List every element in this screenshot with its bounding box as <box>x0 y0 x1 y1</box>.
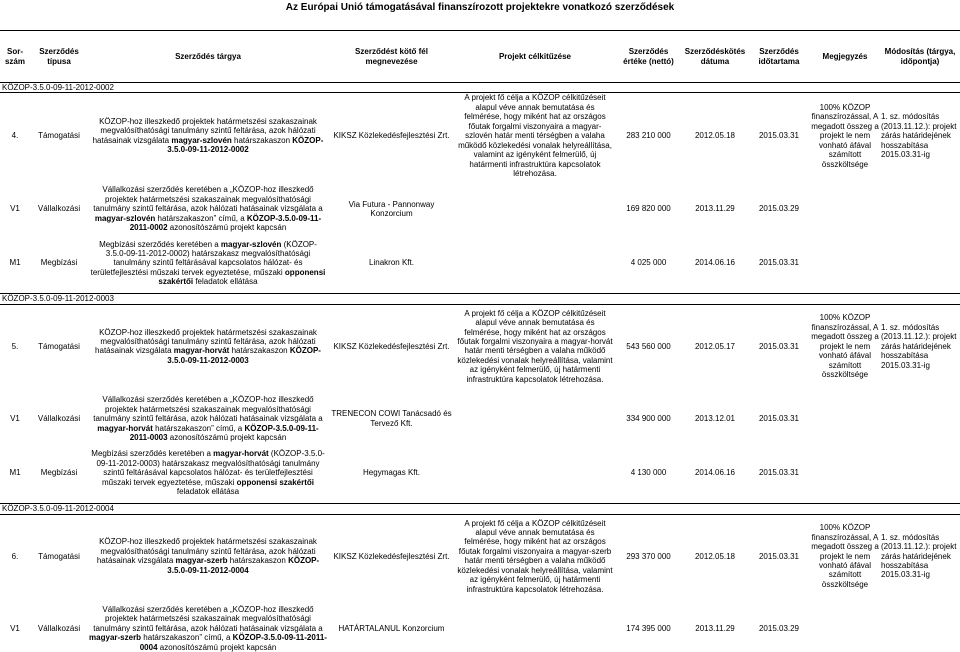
cell-megjegyzes <box>810 185 880 232</box>
targy-part: Megbízási szerződés keretében a <box>99 240 221 249</box>
cell-ertek: 4 130 000 <box>615 449 682 496</box>
cell-targy <box>88 514 328 598</box>
targy-part: KÖZOP-3.5.0-09-11-2012-0002 <box>167 136 323 154</box>
cell-datum: 2013.12.01 <box>682 395 748 442</box>
header-ertek: Szerződés értéke (nettó) <box>615 31 682 83</box>
cell-tipus: Megbízási <box>30 240 88 287</box>
cell-idotartam: 2015.03.31 <box>748 449 810 496</box>
cell-megjegyzes <box>810 395 880 442</box>
header-row <box>0 31 960 83</box>
group-row <box>0 504 960 514</box>
spacer-row <box>0 287 960 294</box>
targy-part: opponensi szakértői <box>237 478 314 487</box>
cell-datum: 2013.11.29 <box>682 605 748 652</box>
cell-datum: 2012.05.18 <box>682 93 748 178</box>
targy-part: határszakaszon <box>228 556 288 565</box>
targy-part: KÖZOP-3.5.0-09-11-2012-0003 <box>167 346 321 364</box>
targy-part: határszakaszon <box>232 136 292 145</box>
cell-targy <box>88 304 328 388</box>
cell-targy <box>88 185 328 232</box>
cell-fel: KIKSZ Közlekedésfejlesztési Zrt. <box>328 514 455 598</box>
cell-fel: Via Futura - Pannonway Konzorcium <box>328 185 455 232</box>
cell-idotartam: 2015.03.29 <box>748 185 810 232</box>
cell-datum: 2012.05.18 <box>682 514 748 598</box>
cell-modositas <box>880 240 960 287</box>
cell-cel <box>455 185 615 232</box>
cell-modositas <box>880 449 960 496</box>
cell-ertek: 293 370 000 <box>615 514 682 598</box>
header-cel: Projekt célkitűzése <box>455 31 615 83</box>
table-row <box>0 93 960 178</box>
cell-modositas <box>880 395 960 442</box>
cell-ertek: 169 820 000 <box>615 185 682 232</box>
cell-tipus: Vállalkozási <box>30 605 88 652</box>
cell-idotartam: 2015.03.31 <box>748 304 810 388</box>
cell-megjegyzes: 100% KÖZOP finanszírozással, A megadott összeg a projekt le nem vonható áfával számított összköltsége <box>810 304 880 388</box>
group-row <box>0 83 960 93</box>
cell-modositas: 1. sz. módosítás (2013.11.12.): projekt zárás határidejének hosszabítása 2015.03.31-ig <box>880 514 960 598</box>
cell-cel <box>455 449 615 496</box>
table-row <box>0 605 960 652</box>
targy-part: határszakaszon” című, a <box>153 424 245 433</box>
targy-part: magyar-szlovén <box>95 214 155 223</box>
cell-targy <box>88 240 328 287</box>
spacer-row <box>0 233 960 240</box>
targy-part: KÖZOP-3.5.0-09-11-2012-0004 <box>167 556 319 574</box>
targy-part: magyar-horvát <box>174 346 230 355</box>
cell-modositas: 1. sz. módosítás (2013.11.12.): projekt zárás határidejének hosszabítása 2015.03.31-ig <box>880 304 960 388</box>
targy-part: KÖZOP-3.5.0-09-11-2011-0003 <box>130 424 319 442</box>
cell-sorszam: V1 <box>0 185 30 232</box>
spacer-row <box>0 388 960 395</box>
cell-megjegyzes <box>810 240 880 287</box>
cell-ertek: 283 210 000 <box>615 93 682 178</box>
header-fel: Szerződést kötő fél megnevezése <box>328 31 455 83</box>
cell-ertek: 334 900 000 <box>615 395 682 442</box>
cell-datum: 2013.11.29 <box>682 185 748 232</box>
targy-part: Vállalkozási szerződés keretében a „KÖZOP-hoz illeszkedő projektek határmetszési szakaszainak megvalósíthatósági tanulmány szintű feltárása, azok hálózati hatásainak vizsgálata a <box>93 395 322 423</box>
targy-part: magyar-szerb <box>176 556 228 565</box>
targy-part: KÖZOP-3.5.0-09-11-2011-0002 <box>130 214 321 232</box>
table-row <box>0 449 960 496</box>
targy-part: azonosítószámú projekt kapcsán <box>158 643 277 652</box>
table-row <box>0 304 960 388</box>
header-sorszam: Sor-szám <box>0 31 30 83</box>
cell-tipus: Megbízási <box>30 449 88 496</box>
cell-fel: Linakron Kft. <box>328 240 455 287</box>
group-row <box>0 294 960 304</box>
targy-part: KÖZOP-hoz illeszkedő projektek határmetszési szakaszainak megvalósíthatósági tanulmány szintű feltárása, azok hálózati hatásainak vizsgálata <box>95 328 317 356</box>
targy-part: feladatok ellátása <box>193 277 258 286</box>
cell-cel: A projekt fő célja a KÖZOP célkitűzéseit alapul véve annak bemutatása és felmérése, hogy miként hat az országos főutak forgalmi viszonyaira a magyar-horvát határ menti térségben a valaha működő közlekedési vonalak helyreállítása, valamint az igényként felmerülő, új határmenti infrastruktúra kapcsolatok létrehozása. <box>455 304 615 388</box>
targy-part: (KÖZOP-3.5.0-09-11-2012-0002) határszakasz megvalósíthatósági tanulmány szintű feltárásával kapcsolatos hálózat- és területfejlesztési műszaki tervek egyeztetése, műszaki <box>91 240 317 277</box>
cell-idotartam: 2015.03.31 <box>748 395 810 442</box>
cell-cel <box>455 240 615 287</box>
header-datum: Szerződéskötés dátuma <box>682 31 748 83</box>
cell-modositas <box>880 605 960 652</box>
spacer-row <box>0 598 960 605</box>
header-tipus: Szerződés típusa <box>30 31 88 83</box>
spacer-row <box>0 442 960 449</box>
cell-fel: KIKSZ Közlekedésfejlesztési Zrt. <box>328 93 455 178</box>
targy-part: magyar-szlovén <box>221 240 281 249</box>
page-title: Az Európai Unió támogatásával finanszírozott projektekre vonatkozó szerződések <box>0 2 960 14</box>
cell-ertek: 174 395 000 <box>615 605 682 652</box>
spacer-row <box>0 497 960 504</box>
cell-fel: Hegymagas Kft. <box>328 449 455 496</box>
cell-megjegyzes: 100% KÖZOP finanszírozással, A megadott összeg a projekt le nem vonható áfával számított összköltsége <box>810 93 880 178</box>
header-idotartam: Szerződés időtartama <box>748 31 810 83</box>
cell-idotartam: 2015.03.29 <box>748 605 810 652</box>
header-megjegyzes: Megjegyzés <box>810 31 880 83</box>
cell-sorszam: M1 <box>0 449 30 496</box>
cell-fel: KIKSZ Közlekedésfejlesztési Zrt. <box>328 304 455 388</box>
targy-part: Megbízási szerződés keretében a <box>91 449 213 458</box>
targy-part: KÖZOP-3.5.0-09-11-2011-0004 <box>140 633 327 651</box>
cell-megjegyzes <box>810 449 880 496</box>
table-row <box>0 240 960 287</box>
cell-tipus: Vállalkozási <box>30 395 88 442</box>
cell-idotartam: 2015.03.31 <box>748 514 810 598</box>
targy-part: opponensi szakértői <box>158 268 325 286</box>
table-body <box>0 83 960 652</box>
targy-part: Vállalkozási szerződés keretében a „KÖZOP-hoz illeszkedő projektek határmetszési szakaszainak megvalósíthatósági tanulmány szintű feltárása, azok hálózati hatásainak vizsgálata a <box>93 605 322 633</box>
targy-part: Vállalkozási szerződés keretében a „KÖZOP-hoz illeszkedő projektek határmetszési szakaszainak megvalósíthatósági tanulmány szintű feltárása, azok hálózati hatásainak vizsgálata a <box>93 185 322 213</box>
cell-sorszam: V1 <box>0 605 30 652</box>
table-row <box>0 185 960 232</box>
targy-part: KÖZOP-hoz illeszkedő projektek határmetszési szakaszainak megvalósíthatósági tanulmány szintű feltárása, azok hálózati hatásainak vizsgálata <box>93 117 317 145</box>
cell-megjegyzes: 100% KÖZOP finanszírozással, A megadott összeg a projekt le nem vonható áfával számított összköltsége <box>810 514 880 598</box>
cell-targy <box>88 93 328 178</box>
cell-megjegyzes <box>810 605 880 652</box>
targy-part: KÖZOP-hoz illeszkedő projektek határmetszési szakaszainak megvalósíthatósági tanulmány szintű feltárása, azok hálózati hatásainak vizsgálata <box>97 537 317 565</box>
cell-sorszam: V1 <box>0 395 30 442</box>
cell-datum: 2012.05.17 <box>682 304 748 388</box>
table-row <box>0 395 960 442</box>
cell-tipus: Támogatási <box>30 93 88 178</box>
targy-part: határszakaszon <box>229 346 289 355</box>
targy-part: magyar-horvát <box>97 424 153 433</box>
cell-targy <box>88 449 328 496</box>
targy-part: határszakaszon” című, a <box>155 214 247 223</box>
targy-part: magyar-szlovén <box>171 136 231 145</box>
cell-modositas <box>880 185 960 232</box>
cell-cel <box>455 605 615 652</box>
header-targy: Szerződés tárgya <box>88 31 328 83</box>
cell-targy <box>88 395 328 442</box>
cell-cel <box>455 395 615 442</box>
cell-tipus: Támogatási <box>30 514 88 598</box>
contracts-table <box>0 30 960 652</box>
cell-cel: A projekt fő célja a KÖZOP célkitűzéseit alapul véve annak bemutatása és felmérése, hogy miként hat az országos főutak forgalmi viszonyaira a magyar-szlovén határ menti térségben a valaha működő közlekedési vonalak helyreállítása, valamint az igényként felmerülő, új határmenti infrastruktúra kapcsolatok létrehozása. <box>455 93 615 178</box>
cell-modositas: 1. sz. módosítás (2013.11.12.): projekt zárás határidejének hosszabítása 2015.03.31-ig <box>880 93 960 178</box>
cell-sorszam: 6. <box>0 514 30 598</box>
cell-ertek: 4 025 000 <box>615 240 682 287</box>
cell-idotartam: 2015.03.31 <box>748 93 810 178</box>
cell-datum: 2014.06.16 <box>682 449 748 496</box>
group-code: KÖZOP-3.5.0-09-11-2012-0004 <box>0 504 960 514</box>
cell-fel: TRENECON COWI Tanácsadó és Tervező Kft. <box>328 395 455 442</box>
cell-sorszam: 5. <box>0 304 30 388</box>
targy-part: magyar-horvát <box>213 449 269 458</box>
cell-tipus: Támogatási <box>30 304 88 388</box>
cell-sorszam: M1 <box>0 240 30 287</box>
targy-part: határszakaszon” című, a <box>141 633 233 642</box>
cell-targy <box>88 605 328 652</box>
cell-datum: 2014.06.16 <box>682 240 748 287</box>
group-code: KÖZOP-3.5.0-09-11-2012-0003 <box>0 294 960 304</box>
targy-part: feladatok ellátása <box>177 487 239 496</box>
table-row <box>0 514 960 598</box>
cell-fel: HATÁRTALANUL Konzorcium <box>328 605 455 652</box>
targy-part: azonosítószámú projekt kapcsán <box>168 433 287 442</box>
header-modositas: Módosítás (tárgya, időpontja) <box>880 31 960 83</box>
cell-tipus: Vállalkozási <box>30 185 88 232</box>
cell-ertek: 543 560 000 <box>615 304 682 388</box>
cell-cel: A projekt fő célja a KÖZOP célkitűzéseit alapul véve annak bemutatása és felmérése, hogy miként hat az országos főutak forgalmi viszonyaira a magyar-szerb határ menti térségben a valaha működő közlekedési vonalak helyreállítása, valamint az igényként felmerülő, új határmenti infrastruktúra kapcsolatok létrehozása. <box>455 514 615 598</box>
cell-idotartam: 2015.03.31 <box>748 240 810 287</box>
spacer-row <box>0 178 960 185</box>
cell-sorszam: 4. <box>0 93 30 178</box>
group-code: KÖZOP-3.5.0-09-11-2012-0002 <box>0 83 960 93</box>
targy-part: magyar-szerb <box>89 633 141 642</box>
targy-part: (KÖZOP-3.5.0-09-11-2012-0003) határszakasz megvalósíthatósági tanulmány szintű feltárásával kapcsolatos hálózat- és területfejlesztési műszaki tervek egyeztetése, műszaki <box>96 449 324 486</box>
targy-part: azonosítószámú projekt kapcsán <box>168 223 287 232</box>
